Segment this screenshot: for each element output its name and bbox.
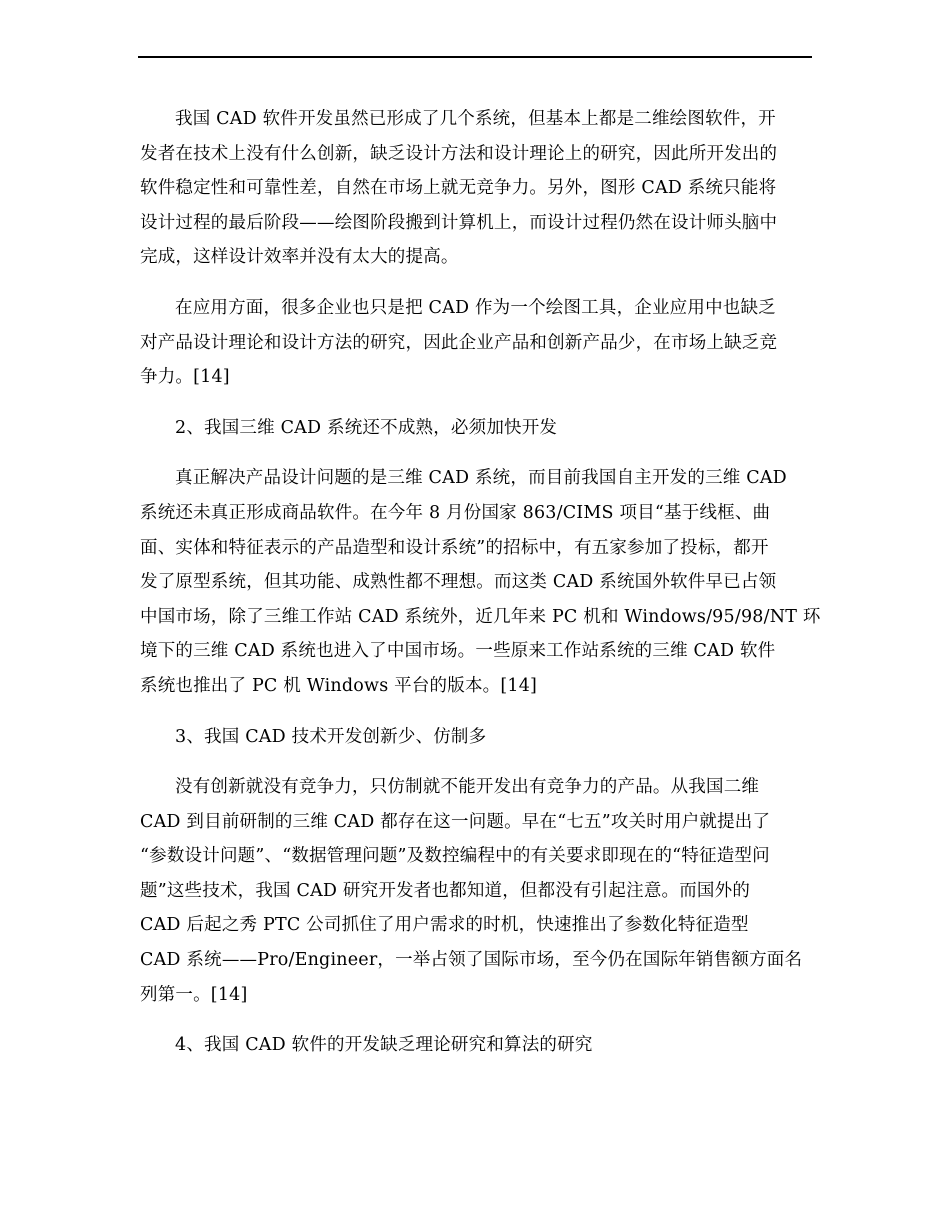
text-line: 在应用方面，很多企业也只是把 CAD 作为一个绘图工具，企业应用中也缺乏 (175, 297, 776, 318)
paragraph (140, 291, 812, 395)
text-line: 4、我国 CAD 软件的开发缺乏理论研究和算法的研究 (175, 1035, 593, 1056)
text-line: 3、我国 CAD 技术开发创新少、仿制多 (175, 726, 487, 747)
paragraph (140, 461, 821, 703)
text-line: 中国市场，除了三维工作站 CAD 系统外，近几年来 PC 机和 Windows/95/98/NT 环 (140, 606, 821, 627)
text-line: 系统还未真正形成商品软件。在今年 8 月份国家 863/CIMS 项目“基于线框、曲 (140, 502, 771, 523)
header-rule (138, 56, 812, 58)
text-line: 对产品设计理论和设计方法的研究，因此企业产品和创新产品少，在市场上缺乏竞 (140, 332, 778, 353)
paragraph (140, 102, 812, 275)
text-line: CAD 系统——Pro/Engineer，一举占领了国际市场，至今仍在国际年销售额方面名 (140, 950, 803, 971)
text-line: 真正解决产品设计问题的是三维 CAD 系统，而目前我国自主开发的三维 CAD (175, 468, 787, 489)
text-line: 发了原型系统，但其功能、成熟性都不理想。而这类 CAD 系统国外软件早已占领 (140, 572, 777, 593)
text-line: 完成，这样设计效率并没有太大的提高。 (140, 247, 459, 268)
paragraph (140, 770, 812, 1012)
text-line: 境下的三维 CAD 系统也进入了中国市场。一些原来工作站系统的三维 CAD 软件 (140, 641, 776, 662)
text-line: 设计过程的最后阶段——绘图阶段搬到计算机上，而设计过程仍然在设计师头脑中 (140, 212, 778, 233)
text-line: 面、实体和特征表示的产品造型和设计系统”的招标中，有五家参加了投标，都开 (140, 537, 769, 558)
paragraph (140, 411, 812, 446)
text-line: 系统也推出了 PC 机 Windows 平台的版本。[14] (140, 675, 538, 696)
text-line: 2、我国三维 CAD 系统还不成熟，必须加快开发 (175, 417, 558, 438)
text-line: 题”这些技术，我国 CAD 研究开发者也都知道，但都没有引起注意。而国外的 (140, 880, 751, 901)
document-body (140, 102, 821, 1079)
text-line: “参数设计问题”、“数据管理问题”及数控编程中的有关要求即现在的“特征造型问 (140, 846, 770, 867)
text-line: 软件稳定性和可靠性差，自然在市场上就无竞争力。另外，图形 CAD 系统只能将 (140, 178, 777, 199)
text-line: 没有创新就没有竞争力，只仿制就不能开发出有竞争力的产品。从我国二维 (175, 777, 760, 798)
text-line: CAD 后起之秀 PTC 公司抓住了用户需求的时机，快速推出了参数化特征造型 (140, 915, 749, 936)
text-line: CAD 到目前研制的三维 CAD 都存在这一问题。早在“七五”攻关时用户就提出了 (140, 811, 771, 832)
paragraph (140, 1028, 812, 1063)
text-line: 争力。[14] (140, 367, 230, 388)
text-line: 发者在技术上没有什么创新，缺乏设计方法和设计理论上的研究，因此所开发出的 (140, 143, 778, 164)
text-line: 列第一。[14] (140, 984, 248, 1005)
text-line: 我国 CAD 软件开发虽然已形成了几个系统，但基本上都是二维绘图软件，开 (175, 109, 776, 129)
paragraph (140, 720, 812, 755)
